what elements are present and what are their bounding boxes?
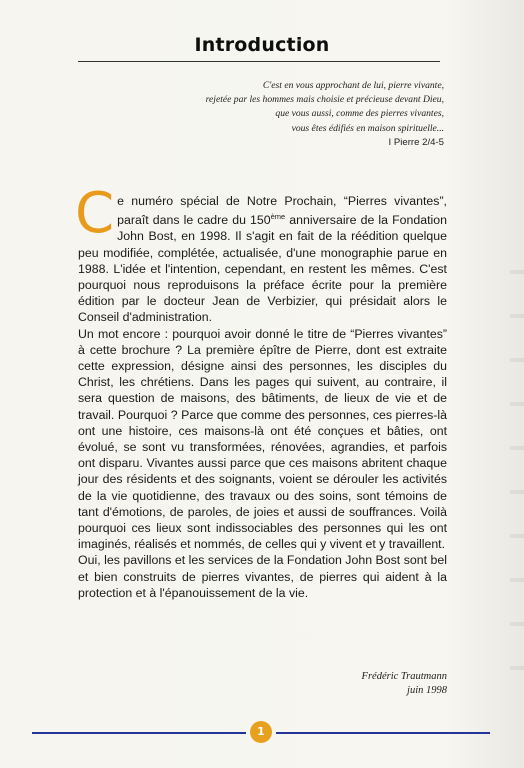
page-title: Introduction	[194, 34, 330, 56]
paragraph-2: Un mot encore : pourquoi avoir donné le titre de “Pierres vivantes” à cette brochure ? La première épître de Pierre, dont est extraite cette expression, désigne ainsi des personnes, les disciples du Christ, les chrétiens. Dans les pages qui suivent, au contraire, il sera question de maisons, des bâtiments, de lieux de vie et de travail. Pourquoi ? Parce que comme des personnes, ces pierres-là ont une histoire, ces maisons-là ont été conçues et bâties, ont évolué, se sont vu transformées, rénovées, agrandies, et parfois ont disparu. Vivantes aussi parce que ces maisons abritent chaque jour des résidents et des soignants, voient se dérouler les activités de la vie quotidienne, des travaux ou des soins, sont témoins de tant d'émotions, de paroles, de joies et aussi de souffrances. Voilà pourquoi ces lieux sont indissociables des personnes qui les ont imaginés, réalisés et nommés, de celles qui y vivent et y travaillent.	[78, 326, 447, 552]
signature-block	[362, 670, 447, 698]
page-number-badge: 1	[250, 721, 272, 743]
signature-date: juin 1998	[407, 685, 447, 696]
drop-cap: C	[75, 181, 115, 246]
paragraph-3: Oui, les pavillons et les services de la Fondation John Bost sont bel et bien construits de pierres vivantes, de pierres qui aident à la protection et à l'épanouissement de la vie.	[78, 553, 447, 600]
footer-rule-left	[32, 732, 246, 734]
epigraph-line: vous êtes édifiés en maison spirituelle...	[291, 122, 444, 134]
title-rule-divider	[78, 61, 440, 62]
paragraph-1	[75, 181, 447, 326]
epigraph-reference: I Pierre 2/4-5	[388, 136, 444, 148]
epigraph	[64, 79, 444, 150]
article-body	[75, 181, 447, 601]
page-edge-shadow	[510, 230, 524, 690]
epigraph-line: C'est en vous approchant de lui, pierre vivante,	[262, 80, 444, 91]
author-name: Frédéric Trautmann	[361, 671, 447, 682]
footer-rule-right	[276, 732, 490, 734]
ordinal-superscript: ème	[270, 212, 286, 222]
epigraph-line: que vous aussi, comme des pierres vivantes,	[275, 108, 444, 120]
paragraph-1-end: anniversaire de la Fondation John Bost, en 1998. Il s'agit en fait de la réédition quelque peu modifiée, complétée, actualisée, d'une monographie parue en 1988. L'idée et l'intention, cependant, en restent les mêmes. C'est pourquoi nous reproduisons la préface écrite pour la première édition par le docteur Jean de Verbizier, qui présidait alors le Conseil d'administration.	[78, 213, 447, 325]
epigraph-line: rejetée par les hommes mais choisie et précieuse devant Dieu,	[205, 94, 444, 106]
paragraph-1-start: e numéro spécial de Notre Prochain, “Pierres vivantes”, paraît dans le cadre du 150	[117, 194, 447, 228]
